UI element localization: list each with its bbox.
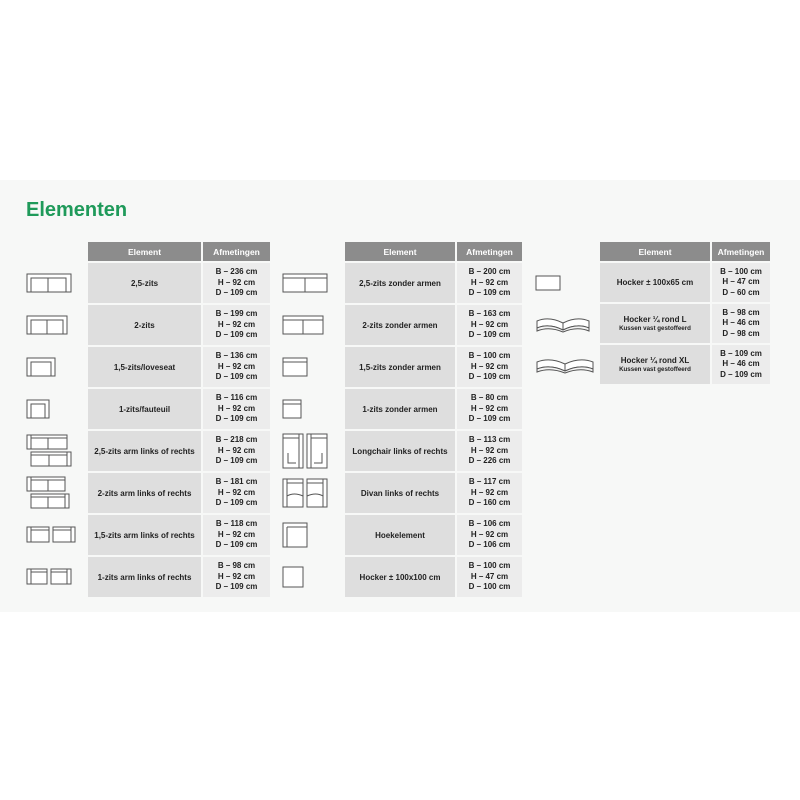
dimensions-cell <box>712 304 770 343</box>
dimensions-cell <box>203 347 270 387</box>
hocker-rect-icon <box>535 275 561 291</box>
depth-value: D – 109 cm <box>468 288 511 298</box>
depth-value: D – 109 cm <box>215 498 258 508</box>
depth-value: D – 109 cm <box>215 582 258 592</box>
element-name: 1-zits arm links of rechts <box>97 572 192 582</box>
depth-value: D – 109 cm <box>215 540 258 550</box>
element-name-cell <box>88 557 201 597</box>
element-name-cell <box>88 389 201 429</box>
longchair-icon <box>282 433 328 469</box>
element-name: Longchair links of rechts <box>352 446 448 456</box>
depth-value: D – 109 cm <box>215 372 258 382</box>
width-value: B – 199 cm <box>215 309 258 319</box>
element-name-cell <box>88 263 201 303</box>
corner-element-icon <box>282 522 308 548</box>
depth-value: D – 109 cm <box>215 288 258 298</box>
table-row <box>88 389 270 429</box>
table-row <box>345 389 522 429</box>
width-value: B – 117 cm <box>468 477 511 487</box>
sofa-2-5-armless-icon <box>282 273 328 293</box>
width-value: B – 118 cm <box>215 519 258 529</box>
dimensions-cell <box>457 263 522 303</box>
height-value: H – 92 cm <box>217 529 256 539</box>
element-name-cell <box>600 304 710 343</box>
hocker-quarter-round-l-icon <box>535 315 591 333</box>
dimensions-cell <box>457 515 522 555</box>
table-row <box>88 431 270 471</box>
dimensions-cell <box>457 473 522 513</box>
height-value: H – 92 cm <box>217 571 256 581</box>
depth-value: D – 109 cm <box>468 414 511 424</box>
element-name: Hoekelement <box>375 530 425 540</box>
height-value: H – 46 cm <box>722 318 760 328</box>
width-value: B – 181 cm <box>215 477 258 487</box>
width-value: B – 98 cm <box>217 561 256 571</box>
table-row <box>600 304 770 343</box>
dimensions-cell <box>203 473 270 513</box>
element-name-cell <box>88 473 201 513</box>
hocker-square-icon <box>282 566 304 588</box>
armchair-icon <box>26 399 50 419</box>
element-name-cell <box>345 347 455 387</box>
table-row <box>345 557 522 597</box>
depth-value: D – 109 cm <box>468 330 511 340</box>
height-value: H – 92 cm <box>217 487 256 497</box>
height-value: H – 92 cm <box>217 319 256 329</box>
element-name-cell <box>345 431 455 471</box>
table-row <box>88 473 270 513</box>
table-row <box>88 263 270 303</box>
dimensions-cell <box>712 345 770 384</box>
depth-value: D – 109 cm <box>468 372 511 382</box>
height-value: H – 47 cm <box>722 277 760 287</box>
element-name-cell <box>345 557 455 597</box>
dimensions-cell <box>712 263 770 302</box>
element-name-cell <box>88 305 201 345</box>
dimensions-cell <box>457 389 522 429</box>
dimensions-cell <box>457 305 522 345</box>
element-name: 1,5-zits arm links of rechts <box>94 530 195 540</box>
sofa-1-5-one-arm-icon <box>26 526 76 544</box>
depth-value: D – 109 cm <box>215 456 258 466</box>
element-name: 1,5-zits zonder armen <box>359 362 441 372</box>
dimensions-cell <box>457 347 522 387</box>
height-value: H – 92 cm <box>217 277 256 287</box>
element-name: Hocker ¼ rond L <box>623 315 687 324</box>
table-row <box>88 557 270 597</box>
dimensions-cell <box>203 389 270 429</box>
element-name-cell <box>600 263 710 302</box>
height-value: H – 92 cm <box>217 403 256 413</box>
table-row <box>345 473 522 513</box>
height-value: H – 92 cm <box>470 403 509 413</box>
depth-value: D – 109 cm <box>215 414 258 424</box>
depth-value: D – 109 cm <box>215 330 258 340</box>
sofa-2-seat-icon <box>26 315 68 335</box>
sofa-2-5-seat-icon <box>26 273 72 293</box>
header-element: Element <box>88 242 201 261</box>
element-name: Hocker ± 100x100 cm <box>359 572 441 582</box>
sofa-1-5-armless-icon <box>282 357 308 377</box>
header-element: Element <box>600 242 710 261</box>
header-dimensions: Afmetingen <box>457 242 522 261</box>
height-value: H – 92 cm <box>217 445 256 455</box>
dimensions-cell <box>203 557 270 597</box>
height-value: H – 92 cm <box>217 361 256 371</box>
height-value: H – 47 cm <box>470 571 509 581</box>
loveseat-icon <box>26 357 56 377</box>
table-row <box>88 515 270 555</box>
depth-value: D – 106 cm <box>468 540 511 550</box>
table-row <box>88 347 270 387</box>
element-name-cell <box>345 515 455 555</box>
element-name: 2,5-zits zonder armen <box>359 278 441 288</box>
table-row <box>345 263 522 303</box>
seat-1-armless-icon <box>282 399 302 419</box>
element-name-cell <box>600 345 710 384</box>
width-value: B – 116 cm <box>215 393 258 403</box>
width-value: B – 100 cm <box>468 351 511 361</box>
table-row <box>345 305 522 345</box>
element-note: Kussen vast gestoffeerd <box>619 366 691 373</box>
dimensions-cell <box>203 263 270 303</box>
element-name: 2-zits <box>134 320 155 330</box>
dimensions-cell <box>203 515 270 555</box>
table-row <box>600 263 770 302</box>
dimensions-cell <box>457 557 522 597</box>
element-name: 1-zits zonder armen <box>362 404 438 414</box>
width-value: B – 200 cm <box>468 267 511 277</box>
height-value: H – 92 cm <box>470 529 509 539</box>
sofa-2-armless-icon <box>282 315 324 335</box>
element-name: 2-zits zonder armen <box>362 320 438 330</box>
width-value: B – 106 cm <box>468 519 511 529</box>
element-name-cell <box>345 305 455 345</box>
element-name: 2-zits arm links of rechts <box>97 488 192 498</box>
element-name-cell <box>345 263 455 303</box>
hocker-quarter-round-xl-icon <box>535 356 595 374</box>
depth-value: D – 98 cm <box>722 328 760 338</box>
height-value: H – 92 cm <box>470 487 509 497</box>
dimensions-cell <box>457 431 522 471</box>
width-value: B – 136 cm <box>215 351 258 361</box>
element-name: Divan links of rechts <box>360 488 440 498</box>
element-name-cell <box>345 473 455 513</box>
page-title: Elementen <box>26 199 128 221</box>
height-value: H – 92 cm <box>470 277 509 287</box>
sofa-2-5-one-arm-icon <box>26 434 72 468</box>
depth-value: D – 160 cm <box>468 498 511 508</box>
dimensions-cell <box>203 305 270 345</box>
element-name-cell <box>345 389 455 429</box>
header-dimensions: Afmetingen <box>203 242 270 261</box>
dimensions-cell <box>203 431 270 471</box>
width-value: B – 109 cm <box>720 348 762 358</box>
depth-value: D – 109 cm <box>720 369 762 379</box>
element-name: Hocker ± 100x65 cm <box>616 278 694 287</box>
element-name: 2,5-zits <box>130 278 159 288</box>
width-value: B – 80 cm <box>470 393 509 403</box>
divan-icon <box>282 478 328 508</box>
header-element: Element <box>345 242 455 261</box>
header-dimensions: Afmetingen <box>712 242 770 261</box>
element-name: 1,5-zits/loveseat <box>113 362 176 372</box>
element-name-cell <box>88 347 201 387</box>
width-value: B – 218 cm <box>215 435 258 445</box>
element-name: 1-zits/fauteuil <box>118 404 171 414</box>
table-row <box>600 345 770 384</box>
width-value: B – 236 cm <box>215 267 258 277</box>
width-value: B – 113 cm <box>468 435 511 445</box>
height-value: H – 92 cm <box>470 361 509 371</box>
height-value: H – 92 cm <box>470 319 509 329</box>
height-value: H – 92 cm <box>470 445 509 455</box>
depth-value: D – 226 cm <box>468 456 511 466</box>
element-name: Hocker ¼ rond XL <box>620 356 690 365</box>
table-row <box>345 515 522 555</box>
element-name-cell <box>88 515 201 555</box>
table-row <box>345 347 522 387</box>
width-value: B – 100 cm <box>720 266 762 276</box>
table-row <box>345 431 522 471</box>
depth-value: D – 100 cm <box>468 582 511 592</box>
element-note: Kussen vast gestoffeerd <box>619 325 691 332</box>
width-value: B – 163 cm <box>468 309 511 319</box>
seat-1-one-arm-icon <box>26 568 72 586</box>
width-value: B – 98 cm <box>722 307 760 317</box>
table-row <box>88 305 270 345</box>
width-value: B – 100 cm <box>468 561 511 571</box>
height-value: H – 46 cm <box>722 359 760 369</box>
element-name-cell <box>88 431 201 471</box>
sofa-2-one-arm-icon <box>26 476 70 510</box>
element-name: 2,5-zits arm links of rechts <box>94 446 195 456</box>
depth-value: D – 60 cm <box>722 287 760 297</box>
